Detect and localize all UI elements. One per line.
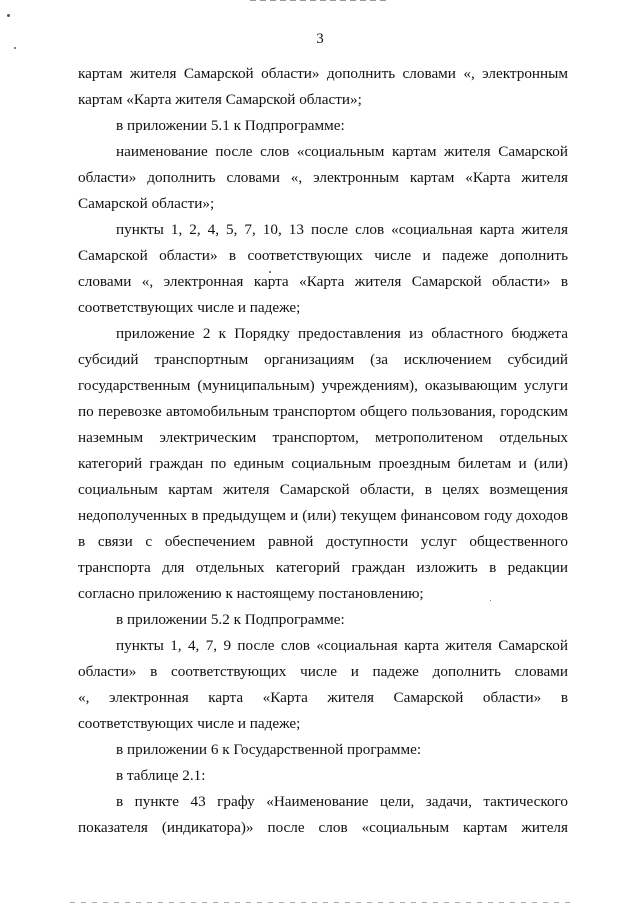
text-line: по перевозке автомобильным транспортом общего пользования, городским [78,403,568,420]
text-line: в пункте 43 графу «Наименование цели, задачи, тактического [116,793,568,810]
text-line: согласно приложению к настоящему постановлению; [78,585,424,602]
scan-speck [7,14,10,17]
text-line: приложение 2 к Порядку предоставления из областного бюджета [116,325,568,342]
text-line: в приложении 5.1 к Подпрограмме: [116,117,345,134]
text-line: области» в соответствующих числе и падеже дополнить словами [78,663,568,680]
text-line: социальным картам жителя Самарской области, в целях возмещения [78,481,568,498]
text-line: показателя (индикатора)» после слов «социальным картам жителя [78,819,568,836]
text-line: в приложении 5.2 к Подпрограмме: [116,611,345,628]
text-line: области» дополнить словами «, электронным картам «Карта жителя [78,169,568,186]
text-line: недополученных в предыдущем и (или) текущем финансовом году доходов [78,507,568,524]
text-line: государственным (муниципальным) учреждениям), оказывающим услуги [78,377,568,394]
scan-edge-top [250,0,390,1]
text-line: Самарской области» в соответствующих числе и падеже дополнить [78,247,568,264]
scan-edge-bottom [70,902,570,903]
text-line: пункты 1, 2, 4, 5, 7, 10, 13 после слов «социальная карта жителя [116,221,568,238]
text-line: наименование после слов «социальным картам жителя Самарской [116,143,568,160]
text-line: в приложении 6 к Государственной программе: [116,741,422,758]
text-line: картам «Карта жителя Самарской области»; [78,91,362,108]
text-line: транспорта для отдельных категорий граждан изложить в редакции [78,559,568,576]
text-line: категорий граждан по единым социальным проездным билетам и (или) [78,455,568,472]
text-line: субсидий транспортным организациям (за исключением субсидий [78,351,568,368]
text-line: соответствующих числе и падеже; [78,715,301,732]
text-line: наземным электрическим транспортом, метрополитеном отдельных [78,429,568,446]
text-line: картам жителя Самарской области» дополнить словами «, электронным [78,65,568,82]
text-line: словами «, электронная карта «Карта жителя Самарской области» в [78,273,568,290]
text-line: в таблице 2.1: [116,767,206,784]
page-number: 3 [316,31,324,47]
text-line: «, электронная карта «Карта жителя Самарской области» в [78,689,568,706]
text-line: соответствующих числе и падеже; [78,299,301,316]
text-line: Самарской области»; [78,195,215,212]
text-line: в связи с обеспечением равной доступности услуг общественного [78,533,568,550]
text-line: пункты 1, 4, 7, 9 после слов «социальная карта жителя Самарской [116,637,568,654]
